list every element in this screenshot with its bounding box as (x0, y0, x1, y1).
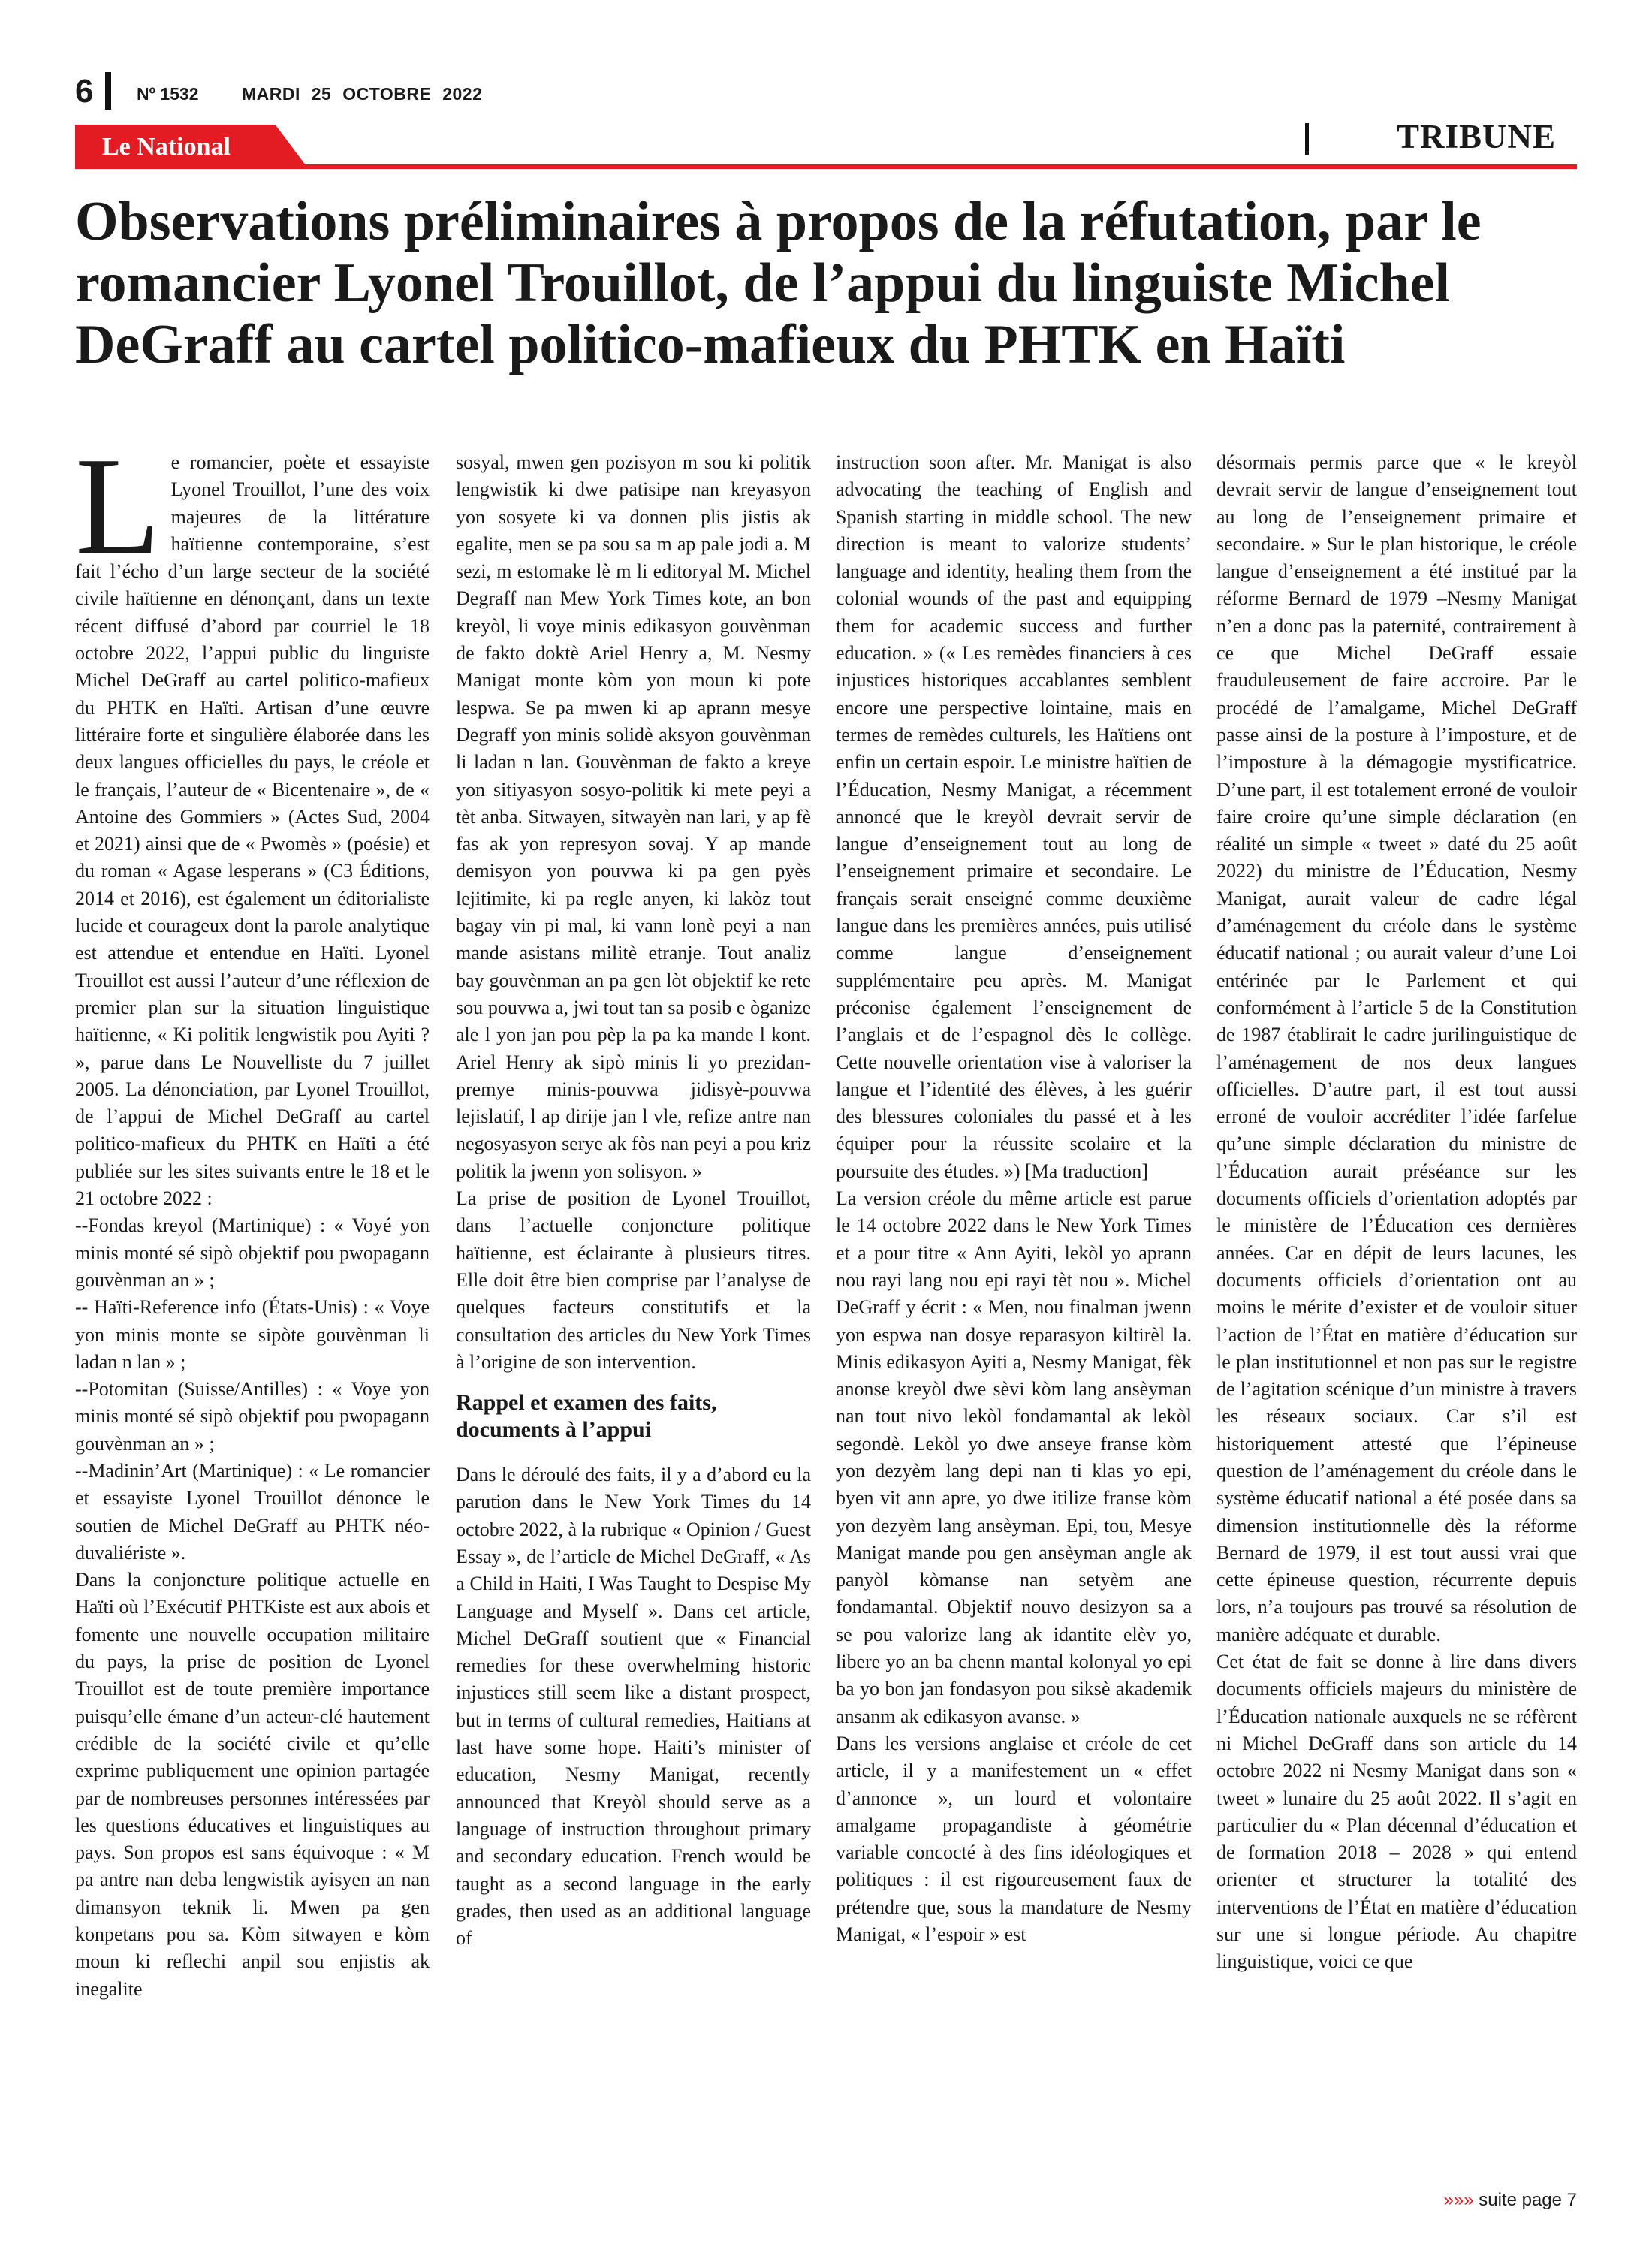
issue-number: Nº 1532 (137, 84, 199, 104)
article-column-4 (1216, 449, 1577, 2064)
paragraph: Cet état de fait se donne à lire dans divers documents officiels majeurs du ministère de l’Éducation nationale auxquels ne se réfèrent ni Michel DeGraff dans son article du 14 octobre 2022 ni Nesmy Manigat dans son « tweet » lunaire du 25 août 2022. Il s’agit en particulier du « Plan décennal d’éducation et de formation 2018 – 2028 » qui entend orienter et structurer la totalité des interventions de l’État en matière d’éducation sur une si longue période. Au chapitre linguistique, voici ce que (1216, 1651, 1577, 1973)
newspaper-brand: Le National (102, 133, 231, 161)
paragraph: -- Haïti-Reference info (États-Unis) : « Voye yon minis monte se sipòte gouvènman li ladan n lan » ; (75, 1296, 430, 1373)
paragraph: désormais permis parce que « le kreyòl devrait servir de langue d’enseignement tout au long de l’enseignement primaire et secondaire. » Sur le plan historique, le créole langue d’enseignement a été institué par la réforme Bernard de 1979 –Nesmy Manigat n’en a donc pas la paternité, contrairement à ce que Michel DeGraff essaie frauduleusement de faire accroire. Par le procédé de l’amalgame, Michel DeGraff passe ainsi de la posture à l’imposture, et de l’imposture à la démagogie mystificatrice. D’une part, il est totalement erroné de vouloir faire croire qu’une simple déclaration (en réalité un simple « tweet » daté du 25 août 2022) du ministre de l’Éducation, Nesmy Manigat, aurait valeur de cadre légal d’aménagement du créole dans le système éducatif national ; ou aurait valeur d’une Loi entérinée par le Parlement et qui conformément à l’article 5 de la Constitution de 1987 établirait le cadre jurilinguistique de l’aménagement de nos deux langues officielles. D’autre part, il est tout aussi erroné de vouloir accréditer l’idée farfelue qu’une simple déclaration du ministre de l’Éducation aurait préséance sur les documents officiels d’orientation adoptés par le ministère de l’Éducation ces dernières années. Car en dépit de leurs lacunes, les documents officiels d’orientation ont au moins le mérite d’exister et de vouloir situer l’action de l’État en matière d’éducation sur le plan institutionnel et non pas sur le registre de l’agitation scénique d’un ministre à travers les réseaux sociaux. Car s’il est historiquement attesté que l’épineuse question de l’aménagement du créole dans le système éducatif national a été posée dans sa dimension institutionnelle dès la réforme Bernard de 1979, il est tout aussi vrai que cette épineuse question, récurrente depuis lors, n’a toujours pas trouvé sa résolution de manière adéquate et durable. (1216, 451, 1577, 1645)
lead-paragraph (75, 449, 430, 1212)
continued-arrows: »»» (1443, 2190, 1474, 2210)
header-rule (75, 164, 1577, 169)
article-column-1 (75, 449, 430, 2064)
continued-text: suite page 7 (1479, 2190, 1577, 2210)
paragraph: --Potomitan (Suisse/Antilles) : « Voye yon minis monté sé sipò objektif pou pwopagann gouvènman an » ; (75, 1378, 430, 1455)
page-number-divider (105, 72, 111, 110)
paragraph: instruction soon after. Mr. Manigat is also advocating the teaching of English and Spanish starting in middle school. The new direction is meant to valorize students’ language and identity, healing them from the colonial wounds of the past and equipping them for academic success and further education. » (« Les remèdes financiers à ces injustices historiques accablantes semblent encore une perspective lointaine, mais en termes de remèdes culturels, les Haïtiens ont enfin un certain espoir. Le ministre haïtien de l’Éducation, Nesmy Manigat, a récemment annoncé que le kreyòl devrait servir de langue d’enseignement tout au long de l’enseignement primaire et secondaire. Le français serait enseigné comme deuxième langue dans les premières années, puis utilisé comme langue d’enseignement supplémentaire peu après. M. Manigat préconise également l’enseignement de l’anglais et de l’espagnol dès le collège. Cette nouvelle orientation vise à valoriser la langue et l’identité des élèves, à les guérir des blessures coloniales du passé et à les équiper pour la réussite scolaire et la poursuite des études. ») [Ma traduction] (836, 451, 1192, 1182)
paragraph: Dans les versions anglaise et créole de cet article, il y a manifestement un « effet d’annonce », un lourd et volontaire amalgame propagandiste à géométrie variable concocté à des fins idéologiques et politiques : il est rigoureusement faux de prétendre que, sous la mandature de Nesmy Manigat, « l’espoir » est (836, 1732, 1192, 1946)
article-column-2 (456, 449, 811, 2064)
section-label: TRIBUNE (1397, 118, 1557, 155)
continued-link[interactable] (1444, 2190, 1578, 2211)
paragraph-text: e romancier, poète et essayiste Lyonel Trouillot, l’une des voix majeures de la littérature haïtienne contemporaine, s’est fait l’écho d’un large secteur de la société civile haïtienne en dénonçant, dans un texte récent diffusé d’abord par courriel le 18 octobre 2022, l’appui public du linguiste Michel DeGraff au cartel politico-mafieux du PHTK en Haïti. Artisan d’une œuvre littéraire forte et singulière élaborée dans les deux langues officielles du pays, le créole et le français, l’auteur de « Bicentenaire », de « Antoine des Gommiers » (Actes Sud, 2004 et 2021) ainsi que de « Pwomès » (poésie) et du roman « Agase lesperans » (C3 Éditions, 2014 et 2016), est également un éditorialiste lucide et courageux dont la parole analytique est attendue et entendue en Haïti. Lyonel Trouillot est aussi l’auteur d’une réflexion de premier plan sur la situation linguistique haïtienne, « Ki politik lengwistik pou Ayiti ? », parue dans Le Nouvelliste du 7 juillet 2005. La dénonciation, par Lyonel Trouillot, de l’appui de Michel DeGraff au cartel politico-mafieux du PHTK en Haïti a été publiée sur les sites suivants entre le 18 et le 21 octobre 2022 : (75, 451, 430, 1210)
paragraph: Dans la conjoncture politique actuelle en Haïti où l’Exécutif PHTKiste est aux abois et fomente une nouvelle occupation militaire du pays, la prise de position de Lyonel Trouillot est de toute première importance puisqu’elle émane d’un acteur-clé hautement crédible de la société civile et qu’elle exprime publiquement une opinion partagée par de nombreuses personnes intéressées par les questions éducatives et linguistiques au pays. Son propos est sans équivoque : « M pa antre nan deba lengwistik ayisyen an nan dimansyon teknik li. Mwen pa gen konpetans pou sa. Kòm sitwayen e kòm moun ki reflechi anpil sou enjistis ak inegalite (75, 1569, 430, 2000)
paragraph: --Fondas kreyol (Martinique) : « Voyé yon minis monté sé sipò objektif pou pwopagann gouvènman an » ; (75, 1214, 430, 1291)
issue-date: MARDI 25 OCTOBRE 2022 (242, 84, 483, 104)
article-column-3 (836, 449, 1192, 2064)
section-divider (1305, 123, 1309, 155)
article-subheading: Rappel et examen des faits, documents à l’appui (456, 1390, 717, 1443)
paragraph: La prise de position de Lyonel Trouillot, dans l’actuelle conjoncture politique haïtienne, est éclairante à plusieurs titres. Elle doit être bien comprise par l’analyse de quelques facteurs constitutifs et la consultation des articles du New York Times à l’origine de son intervention. (456, 1187, 811, 1373)
paragraph: La version créole du même article est parue le 14 octobre 2022 dans le New York Times et a pour titre « Ann Ayiti, lekòl yo aprann nou rayi lang nou epi rayi tèt nou ». Michel DeGraff y écrit : « Men, nou finalman jwenn yon espwa nan dosye reparasyon kiltirèl la. Minis edikasyon Ayiti a, Nesmy Manigat, fèk anonse kreyòl dwe sèvi kòm lang ansèyman nan tout nivo lekòl fondamantal ak lekòl segondè. Lekòl yo dwe anseye franse kòm yon dezyèm lang depi nan ti klas yo epi, byen vit ann apre, yo dwe itilize franse kòm yon dezyèm lang ansèyman. Epi, tou, Mesye Manigat mande pou gen ansèyman angle ak panyòl kòmanse nan setyèm ane fondamantal. Objektif nouvo desizyon sa a se pou valorize lang ak idantite elèv yo, libere yo an ba chenn mantal kolonyal yo epi ba yo bon jan fondasyon pou siksè akademik ansanm ak edikasyon avanse. » (836, 1187, 1192, 1727)
paragraph: --Madinin’Art (Martinique) : « Le romancier et essayiste Lyonel Trouillot dénonce le soutien de Michel DeGraff au PHTK néo-duvaliériste ». (75, 1459, 430, 1564)
article-headline: Observations préliminaires à propos de la réfutation, par le romancier Lyonel Trouillot, de l’appui du linguiste Michel DeGraff au cartel politico-mafieux du PHTK en Haïti (75, 191, 1482, 376)
paragraph: Dans le déroulé des faits, il y a d’abord eu la parution dans le New York Times du 14 octobre 2022, à la rubrique « Opinion / Guest Essay », de l’article de Michel DeGraff, « As a Child in Haiti, I Was Taught to Despise My Language and Myself ». Dans cet article, Michel DeGraff soutient que « Financial remedies for these overwhelming historic injustices still seem like a distant prospect, but in terms of cultural remedies, Haitians at last have some hope. Haiti’s minister of education, Nesmy Manigat, recently announced that Kreyòl should serve as a language of instruction throughout primary and secondary education. French would be taught as a second language in the early grades, then used as an additional language of (456, 1464, 811, 1950)
drop-cap: L (75, 449, 161, 584)
paragraph: sosyal, mwen gen pozisyon m sou ki politik lengwistik ki dwe patisipe nan kreyasyon yon sosyete ki va donnen plis jistis ak egalite, men se pa sou sa m ap pale jodi a. M sezi, m estomake lè m li editoryal M. Michel Degraff nan Mew York Times kote, an bon kreyòl, li voye minis edikasyon gouvènman de fakto doktè Ariel Henry a, M. Nesmy Manigat monte kòm yon moun ki pote lespwa. Se pa mwen ki ap aprann mesye Degraff yon minis solidè aksyon gouvènman li ladan n lan. Gouvènman de fakto a kreye yon sitiyasyon sosyo-politik ki mete peyi a tèt anba. Sitwayen, sitwayèn nan lari, y ap fè fas ak yon represyon sovaj. Y ap mande demisyon yon pouvwa ki pa gen pyès lejitimite, ki pa regle anyen, ki lakòz tout bagay vin pi mal, ki vann lonè peyi a nan mande asistans militè etranje. Tout analiz bay gouvènman an pa gen lòt objektif ke rete sou pouvwa a, jwi tout tan sa posib e òganize ale l yon jan pou pèp la pa ka mande l kont. Ariel Henry ak sipò minis li yo prezidan-premye minis-pouvwa jidisyè-pouvwa lejislatif, l ap dirije jan l vle, refize antre nan negosyasyon serye ak fòs nan peyi a pou kriz politik la jwenn yon solisyon. » (456, 451, 811, 1182)
page-number: 6 (75, 73, 94, 110)
